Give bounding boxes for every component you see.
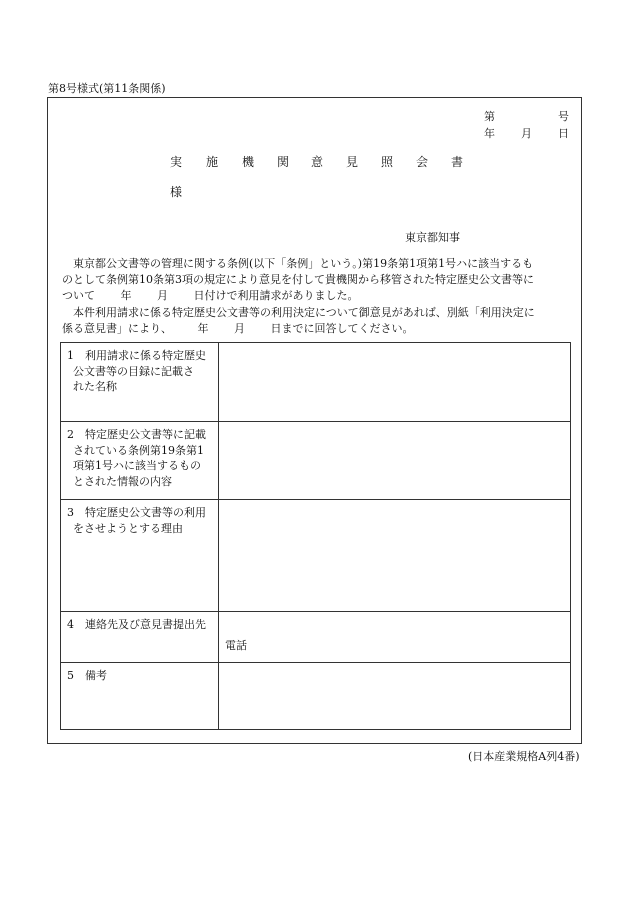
item-label bbox=[61, 663, 219, 730]
title-char: 機 bbox=[242, 155, 255, 169]
sender-name: 東京都知事 bbox=[405, 231, 460, 244]
item-number: 4 bbox=[67, 618, 74, 631]
paper-size-note: (日本産業規格A列4番) bbox=[468, 750, 580, 763]
title-char: 会 bbox=[416, 155, 429, 169]
title-char: 照 bbox=[381, 155, 394, 169]
item-number: 2 bbox=[67, 428, 74, 441]
item-value-field[interactable] bbox=[219, 663, 571, 730]
item-value-field[interactable] bbox=[219, 343, 571, 422]
item-label bbox=[61, 422, 219, 500]
title-char: 施 bbox=[206, 155, 219, 169]
number-prefix: 第 bbox=[484, 110, 495, 123]
title-char: 見 bbox=[346, 155, 359, 169]
title-char: 関 bbox=[277, 155, 290, 169]
body-paragraph bbox=[62, 256, 572, 337]
table-row bbox=[61, 612, 571, 663]
item-label bbox=[61, 500, 219, 612]
item-value-field[interactable] bbox=[219, 612, 571, 663]
title-char: 意 bbox=[311, 155, 324, 169]
table-row bbox=[61, 500, 571, 612]
item-text: 特定歴史公文書等に記載 bbox=[85, 428, 206, 441]
table-row bbox=[61, 343, 571, 422]
table-row bbox=[61, 422, 571, 500]
item-text: 項第1号ハに該当するもの bbox=[73, 459, 201, 473]
item-value-field[interactable] bbox=[219, 500, 571, 612]
item-text: 特定歴史公文書等の利用 bbox=[85, 506, 206, 519]
addressee-suffix: 様 bbox=[170, 185, 183, 199]
body-line: ついて 年 月 日付けで利用請求がありました。 bbox=[62, 289, 359, 303]
items-table bbox=[60, 342, 571, 730]
body-line: のとして条例第10条第3項の規定により意見を付して貴機関から移管された特定歴史公文書等に bbox=[62, 273, 534, 287]
title-char: 書 bbox=[451, 155, 464, 169]
form-number-label: 第8号様式(第11条関係) bbox=[48, 82, 166, 95]
item-text: 公文書等の目録に記載さ bbox=[73, 364, 194, 378]
body-line: 係る意見書」により、 年 月 日までに回答してください。 bbox=[62, 321, 414, 335]
body-line: 本件利用請求に係る特定歴史公文書等の利用決定について御意見があれば、別紙「利用決定に bbox=[62, 305, 535, 319]
item-label bbox=[61, 612, 219, 663]
item-number: 1 bbox=[67, 349, 74, 362]
body-line: 東京都公文書等の管理に関する条例(以下「条例」という。)第19条第1項第1号ハに該当するも bbox=[62, 257, 534, 270]
title-char: 実 bbox=[170, 155, 183, 169]
date-day: 日 bbox=[558, 127, 569, 140]
date-year: 年 bbox=[484, 127, 495, 140]
item-label bbox=[61, 343, 219, 422]
phone-label: 電話 bbox=[225, 639, 247, 652]
item-text: れた名称 bbox=[73, 380, 117, 394]
item-text: されている条例第19条第1 bbox=[73, 443, 204, 457]
date-month: 月 bbox=[521, 127, 532, 140]
table-row bbox=[61, 663, 571, 730]
item-text: 利用請求に係る特定歴史 bbox=[85, 349, 206, 362]
number-suffix: 号 bbox=[558, 110, 569, 123]
item-number: 3 bbox=[67, 506, 74, 519]
item-text: 連絡先及び意見書提出先 bbox=[85, 618, 206, 631]
item-number: 5 bbox=[67, 669, 74, 682]
item-value-field[interactable] bbox=[219, 422, 571, 500]
item-text: 備考 bbox=[85, 669, 107, 682]
item-text: とされた情報の内容 bbox=[73, 474, 172, 488]
item-text: をさせようとする理由 bbox=[73, 521, 183, 535]
